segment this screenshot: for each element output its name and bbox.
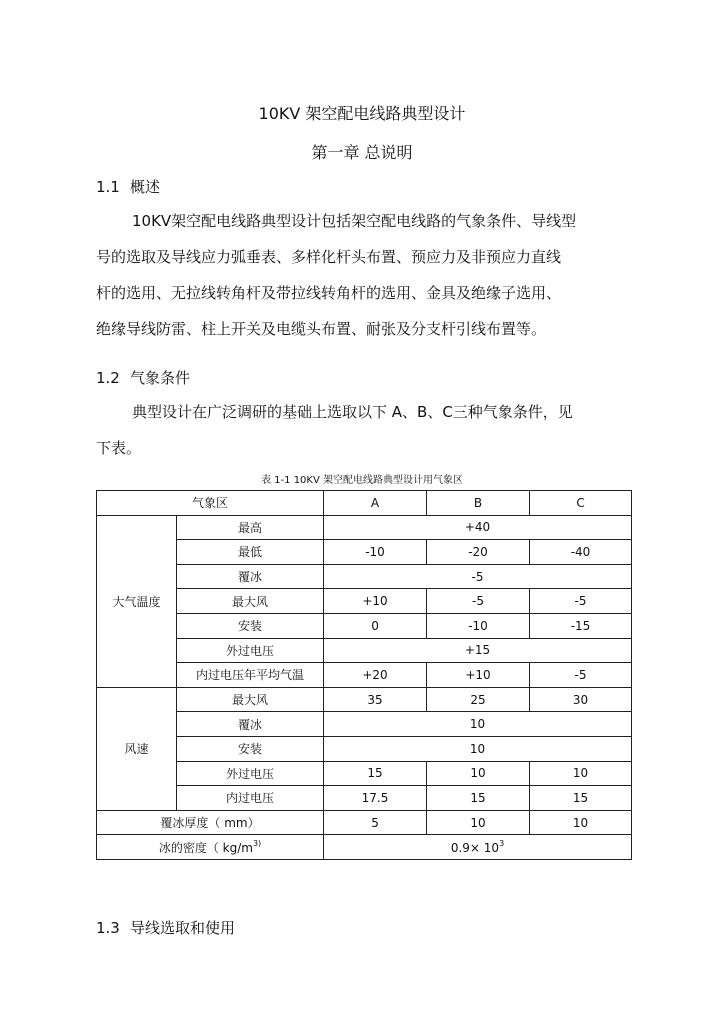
row-label: 最低	[177, 540, 324, 565]
paragraph-line: 绝缘导线防雷、柱上开关及电缆头布置、耐张及分支杆引线布置等。	[96, 320, 547, 338]
value-cell: +10	[324, 589, 427, 614]
value-cell: -20	[427, 540, 530, 565]
header-cell: B	[427, 491, 530, 516]
value-cell: 10	[530, 761, 632, 786]
value-cell: 10	[427, 810, 530, 835]
merged-value-cell: +40	[324, 515, 632, 540]
table-row	[97, 786, 632, 811]
table-row	[97, 712, 632, 737]
table-row	[97, 564, 632, 589]
weather-zone-table	[96, 490, 632, 860]
value-cell: +20	[324, 663, 427, 688]
row-label: 外过电压	[177, 638, 324, 663]
row-label: 安装	[177, 613, 324, 638]
group-label-temperature: 大气温度	[97, 515, 177, 687]
row-label: 覆冰厚度（ mm）	[97, 810, 324, 835]
row-label: 覆冰	[177, 564, 324, 589]
table-row	[97, 736, 632, 761]
paragraph-line: 杆的选用、无拉线转角杆及带拉线转角杆的选用、金具及绝缘子选用、	[96, 284, 562, 302]
value-cell: -5	[530, 663, 632, 688]
table-row	[97, 638, 632, 663]
value-cell: 10	[530, 810, 632, 835]
table-row	[97, 810, 632, 835]
section-number: 1.2	[96, 369, 120, 387]
value-cell: -5	[530, 589, 632, 614]
merged-value-cell: -5	[324, 564, 632, 589]
merged-value-cell: 10	[324, 736, 632, 761]
merged-value-cell: 10	[324, 712, 632, 737]
section-number: 1.1	[96, 178, 120, 196]
value-cell: 30	[530, 687, 632, 712]
paragraph-line: 10KV架空配电线路典型设计包括架空配电线路的气象条件、导线型	[132, 212, 577, 230]
value-cell: -10	[324, 540, 427, 565]
table-caption: 表 1-1 10KV 架空配电线路典型设计用气象区	[261, 475, 463, 486]
table-row	[97, 761, 632, 786]
value-cell: 15	[427, 786, 530, 811]
row-label: 安装	[177, 736, 324, 761]
superscript: 3	[499, 839, 505, 849]
group-label-wind-speed: 风速	[97, 687, 177, 810]
row-label: 内过电压年平均气温	[177, 663, 324, 688]
superscript: 3)	[252, 838, 262, 848]
section-title: 气象条件	[130, 369, 191, 387]
table-row	[97, 540, 632, 565]
header-cell: 气象区	[97, 491, 324, 516]
table-header-row	[97, 491, 632, 516]
table-row	[97, 589, 632, 614]
section-heading-1-3	[96, 917, 235, 938]
section-heading-1-1	[96, 176, 160, 197]
value-cell: 25	[427, 687, 530, 712]
row-label: 最高	[177, 515, 324, 540]
value-cell: -40	[530, 540, 632, 565]
table-row	[97, 663, 632, 688]
section-title: 概述	[130, 178, 161, 196]
overview-paragraph	[96, 203, 636, 347]
value-cell: 0	[324, 613, 427, 638]
value-cell: 15	[530, 786, 632, 811]
table-row	[97, 835, 632, 860]
table-row	[97, 613, 632, 638]
merged-value: 0.9× 10	[450, 841, 500, 856]
header-cell: C	[530, 491, 632, 516]
merged-value-cell: +15	[324, 638, 632, 663]
row-label: 最大风	[177, 589, 324, 614]
value-cell: 5	[324, 810, 427, 835]
value-cell: 10	[427, 761, 530, 786]
row-label: 冰的密度（ kg/m	[158, 840, 253, 855]
value-cell: 35	[324, 687, 427, 712]
document-title: 10KV 架空配电线路典型设计	[258, 104, 466, 123]
value-cell: -15	[530, 613, 632, 638]
row-label: 最大风	[177, 687, 324, 712]
ice-density-value-cell	[324, 835, 632, 860]
weather-paragraph	[96, 394, 636, 466]
table-row	[97, 515, 632, 540]
row-label: 内过电压	[177, 786, 324, 811]
table-row	[97, 687, 632, 712]
section-number: 1.3	[96, 919, 120, 937]
ice-density-label-cell	[97, 835, 324, 860]
header-cell: A	[324, 491, 427, 516]
value-cell: +10	[427, 663, 530, 688]
chapter-heading: 第一章 总说明	[311, 143, 413, 162]
section-heading-1-2	[96, 367, 190, 388]
section-title: 导线选取和使用	[130, 919, 236, 937]
value-cell: 15	[324, 761, 427, 786]
value-cell: 17.5	[324, 786, 427, 811]
paragraph-line: 下表。	[96, 439, 142, 457]
value-cell: -10	[427, 613, 530, 638]
row-label: 覆冰	[177, 712, 324, 737]
paragraph-line: 典型设计在广泛调研的基础上选取以下 A、B、C三种气象条件，见	[132, 403, 573, 421]
row-label: 外过电压	[177, 761, 324, 786]
value-cell: -5	[427, 589, 530, 614]
paragraph-line: 号的选取及导线应力弧垂表、多样化杆头布置、预应力及非预应力直线	[96, 248, 562, 266]
